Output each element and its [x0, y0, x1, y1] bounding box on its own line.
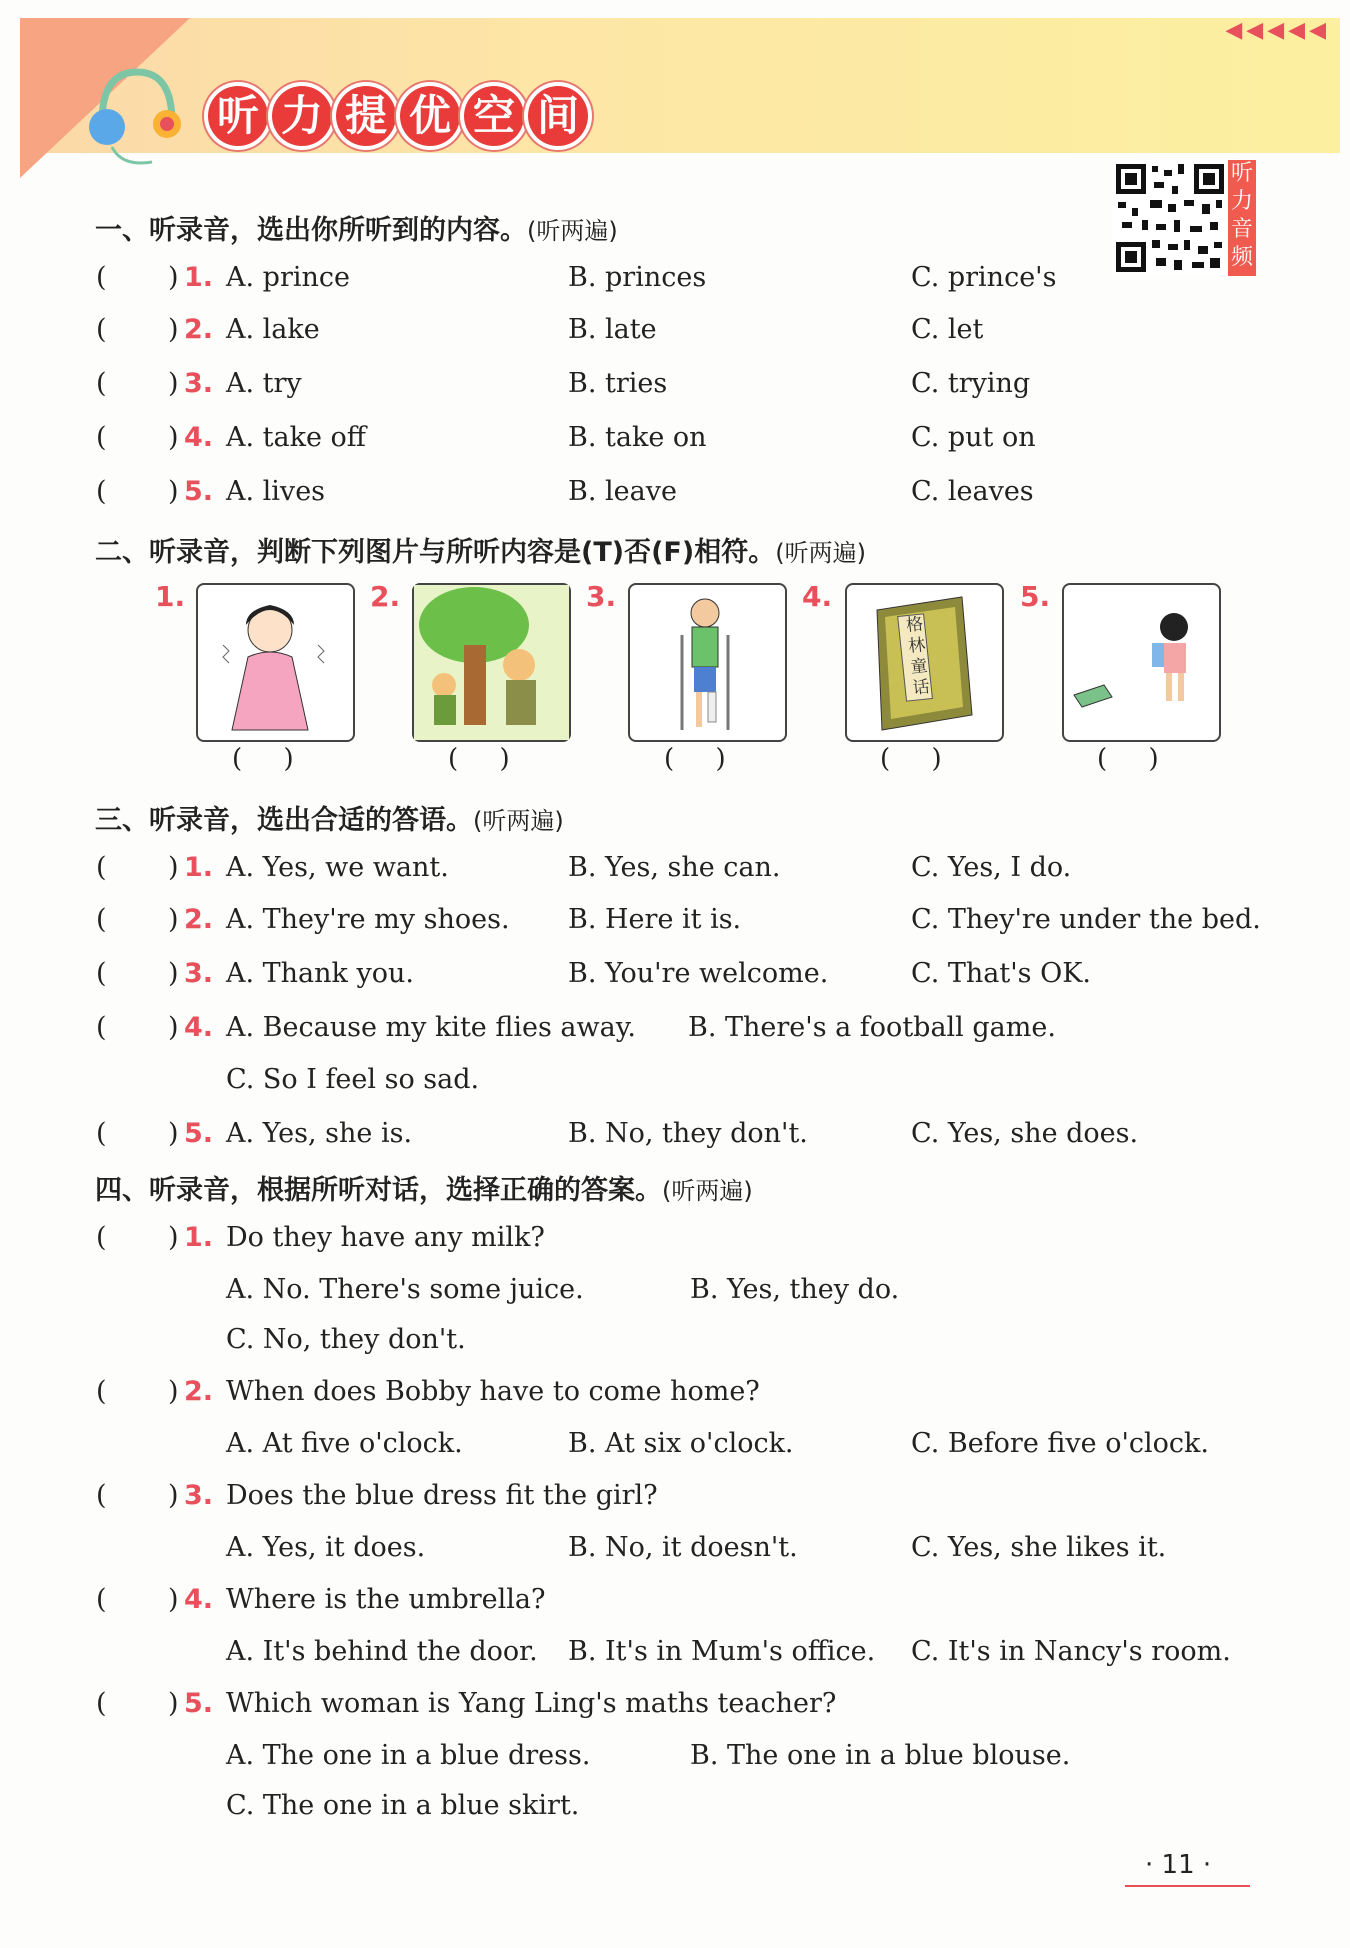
option-c: C. It's in Nancy's room. — [911, 1636, 1231, 1667]
picture-number: 4. — [802, 580, 833, 613]
qr-code-icon — [1112, 160, 1228, 276]
title-char: 力 — [272, 86, 332, 146]
question-text: Which woman is Yang Ling's maths teacher? — [226, 1688, 837, 1719]
question-number: 3. — [184, 958, 214, 989]
option-c: C. No, they don't. — [226, 1324, 466, 1355]
option-b: B. It's in Mum's office. — [568, 1636, 876, 1667]
picture-number: 2. — [370, 580, 401, 613]
section-note: (听两遍) — [775, 539, 866, 567]
answer-blank-close[interactable]: ) — [168, 958, 179, 989]
question-number: 2. — [184, 314, 214, 345]
option-a: A. prince — [226, 262, 350, 293]
answer-blank-close[interactable]: ) — [168, 1012, 179, 1043]
option-c: C. leaves — [911, 476, 1034, 507]
option-a: A. They're my shoes. — [226, 904, 510, 935]
option-b: B. late — [568, 314, 657, 345]
picture-answer-blank[interactable]: ( ) — [880, 744, 942, 774]
option-b: B. At six o'clock. — [568, 1428, 794, 1459]
picture-answer-blank[interactable]: ( ) — [448, 744, 510, 774]
answer-blank-open: ( — [96, 476, 107, 507]
answer-blank-open: ( — [96, 1376, 107, 1407]
option-a: A. Yes, we want. — [226, 852, 449, 883]
option-b: B. tries — [568, 368, 668, 399]
answer-blank-close[interactable]: ) — [168, 1480, 179, 1511]
option-c: C. Yes, she does. — [911, 1118, 1139, 1149]
qr-label-char: 频 — [1230, 245, 1253, 270]
section-4-heading — [95, 1168, 753, 1207]
answer-blank-open: ( — [96, 1480, 107, 1511]
option-c: C. let — [911, 314, 984, 345]
headphone-icon — [82, 62, 192, 172]
question-row — [0, 476, 1350, 516]
picture-girl-cold — [196, 583, 355, 742]
option-b: B. Yes, she can. — [568, 852, 781, 883]
question-number: 4. — [184, 1012, 214, 1043]
option-b: B. leave — [568, 476, 677, 507]
question-row — [0, 852, 1350, 892]
option-a: A. try — [226, 368, 302, 399]
answer-blank-open: ( — [96, 1222, 107, 1253]
option-c: C. So I feel so sad. — [226, 1064, 480, 1095]
book-title: 格林童话 — [905, 614, 931, 699]
section-note: (听两遍) — [662, 1177, 753, 1205]
answer-blank-close[interactable]: ) — [168, 476, 179, 507]
question-row — [0, 1584, 1350, 1624]
section-note: (听两遍) — [527, 217, 618, 245]
question-number: 5. — [184, 476, 214, 507]
option-c: C. Yes, she likes it. — [911, 1532, 1167, 1563]
title-char: 间 — [528, 86, 588, 146]
option-b: B. There's a football game. — [688, 1012, 1056, 1043]
option-c: C. put on — [911, 422, 1036, 453]
girl-walking-icon — [1064, 585, 1219, 740]
picture-answer-blank[interactable]: ( ) — [1097, 744, 1159, 774]
option-c: C. That's OK. — [911, 958, 1091, 989]
question-number: 1. — [184, 262, 214, 293]
options-row — [0, 1636, 1350, 1676]
option-a: A. Thank you. — [226, 958, 414, 989]
answer-blank-close[interactable]: ) — [168, 422, 179, 453]
question-number: 5. — [184, 1688, 214, 1719]
question-text: When does Bobby have to come home? — [226, 1376, 760, 1407]
question-row — [0, 314, 1350, 354]
question-number: 2. — [184, 1376, 214, 1407]
option-a: A. lake — [226, 314, 320, 345]
option-c: C. Yes, I do. — [911, 852, 1072, 883]
question-number: 3. — [184, 368, 214, 399]
qr-label-char: 力 — [1230, 189, 1253, 214]
picture-answer-blank[interactable]: ( ) — [232, 744, 294, 774]
question-row-continued — [0, 1064, 1350, 1104]
answer-blank-close[interactable]: ) — [168, 314, 179, 345]
answer-blank-close[interactable]: ) — [168, 1688, 179, 1719]
arrow-decoration: ◀◀◀◀◀ — [1225, 18, 1330, 43]
answer-blank-close[interactable]: ) — [168, 262, 179, 293]
girl-shivering-icon — [198, 585, 353, 740]
section-title: 二、听录音，判断下列图片与所听内容是(T)否(F)相符。 — [95, 537, 776, 568]
options-row — [0, 1532, 1350, 1572]
qr-label — [1228, 160, 1256, 276]
option-a: A. No. There's some juice. — [226, 1274, 584, 1305]
answer-blank-open: ( — [96, 262, 107, 293]
question-text: Do they have any milk? — [226, 1222, 545, 1253]
answer-blank-close[interactable]: ) — [168, 904, 179, 935]
option-c: C. trying — [911, 368, 1031, 399]
option-c: C. Before five o'clock. — [911, 1428, 1209, 1459]
section-note: (听两遍) — [473, 807, 564, 835]
section-1-heading — [95, 208, 618, 247]
question-row — [0, 422, 1350, 462]
page-number: · 11 · — [1145, 1850, 1212, 1880]
options-row — [0, 1790, 1350, 1830]
answer-blank-close[interactable]: ) — [168, 1118, 179, 1149]
option-c: C. The one in a blue skirt. — [226, 1790, 580, 1821]
question-text: Does the blue dress fit the girl? — [226, 1480, 658, 1511]
question-number: 4. — [184, 422, 214, 453]
question-row — [0, 1376, 1350, 1416]
question-row — [0, 262, 1350, 302]
option-a: A. The one in a blue dress. — [226, 1740, 591, 1771]
question-text: Where is the umbrella? — [226, 1584, 546, 1615]
answer-blank-close[interactable]: ) — [168, 1222, 179, 1253]
answer-blank-close[interactable]: ) — [168, 852, 179, 883]
options-row — [0, 1324, 1350, 1364]
answer-blank-close[interactable]: ) — [168, 368, 179, 399]
picture-boy-crutches — [628, 583, 787, 742]
option-b: B. You're welcome. — [568, 958, 829, 989]
section-title: 一、听录音，选出你所听到的内容。 — [95, 215, 527, 246]
picture-number: 3. — [586, 580, 617, 613]
options-row — [0, 1428, 1350, 1468]
picture-answer-blank[interactable]: ( ) — [664, 744, 726, 774]
title-char: 优 — [400, 86, 460, 146]
option-b: B. No, they don't. — [568, 1118, 808, 1149]
options-row — [0, 1274, 1350, 1314]
option-a: A. Yes, it does. — [226, 1532, 426, 1563]
option-b: B. take on — [568, 422, 707, 453]
option-b: B. The one in a blue blouse. — [690, 1740, 1071, 1771]
page-title — [208, 86, 588, 146]
answer-blank-close[interactable]: ) — [168, 1584, 179, 1615]
title-char: 提 — [336, 86, 396, 146]
question-number: 4. — [184, 1584, 214, 1615]
qr-code[interactable] — [1112, 160, 1228, 276]
title-char: 听 — [208, 86, 268, 146]
option-c: C. prince's — [911, 262, 1057, 293]
answer-blank-open: ( — [96, 368, 107, 399]
answer-blank-open: ( — [96, 958, 107, 989]
option-b: B. Yes, they do. — [690, 1274, 900, 1305]
option-a: A. Because my kite flies away. — [226, 1012, 636, 1043]
option-a: A. It's behind the door. — [226, 1636, 538, 1667]
question-row — [0, 958, 1350, 998]
answer-blank-open: ( — [96, 1584, 107, 1615]
answer-blank-close[interactable]: ) — [168, 1376, 179, 1407]
section-2-heading — [95, 530, 866, 569]
page-number-underline — [1125, 1885, 1250, 1887]
picture-number: 1. — [155, 580, 186, 613]
section-title: 三、听录音，选出合适的答语。 — [95, 805, 473, 836]
question-row — [0, 1222, 1350, 1262]
option-b: B. princes — [568, 262, 707, 293]
option-b: B. Here it is. — [568, 904, 742, 935]
option-a: A. Yes, she is. — [226, 1118, 413, 1149]
picture-number: 5. — [1020, 580, 1051, 613]
question-number: 1. — [184, 1222, 214, 1253]
picture-tree-children — [412, 583, 571, 742]
section-3-heading — [95, 798, 564, 837]
question-row — [0, 1480, 1350, 1520]
answer-blank-open: ( — [96, 422, 107, 453]
question-number: 5. — [184, 1118, 214, 1149]
boy-crutches-icon — [630, 585, 785, 740]
title-char: 空 — [464, 86, 524, 146]
question-number: 3. — [184, 1480, 214, 1511]
options-row — [0, 1740, 1350, 1780]
option-b: B. No, it doesn't. — [568, 1532, 798, 1563]
option-a: A. take off — [226, 422, 366, 453]
section-title: 四、听录音，根据所听对话，选择正确的答案。 — [95, 1175, 662, 1206]
question-row — [0, 1118, 1350, 1158]
question-row — [0, 1688, 1350, 1728]
qr-label-char: 听 — [1230, 161, 1253, 186]
question-row — [0, 904, 1350, 944]
question-number: 2. — [184, 904, 214, 935]
answer-blank-open: ( — [96, 1688, 107, 1719]
question-row — [0, 1012, 1350, 1052]
option-a: A. At five o'clock. — [226, 1428, 463, 1459]
qr-label-char: 音 — [1230, 217, 1253, 242]
tree-children-icon — [414, 585, 569, 740]
answer-blank-open: ( — [96, 1118, 107, 1149]
picture-book — [845, 583, 1004, 742]
answer-blank-open: ( — [96, 314, 107, 345]
question-number: 1. — [184, 852, 214, 883]
option-a: A. lives — [226, 476, 326, 507]
option-c: C. They're under the bed. — [911, 904, 1261, 935]
question-row — [0, 368, 1350, 408]
answer-blank-open: ( — [96, 852, 107, 883]
answer-blank-open: ( — [96, 1012, 107, 1043]
answer-blank-open: ( — [96, 904, 107, 935]
picture-girl-walking — [1062, 583, 1221, 742]
